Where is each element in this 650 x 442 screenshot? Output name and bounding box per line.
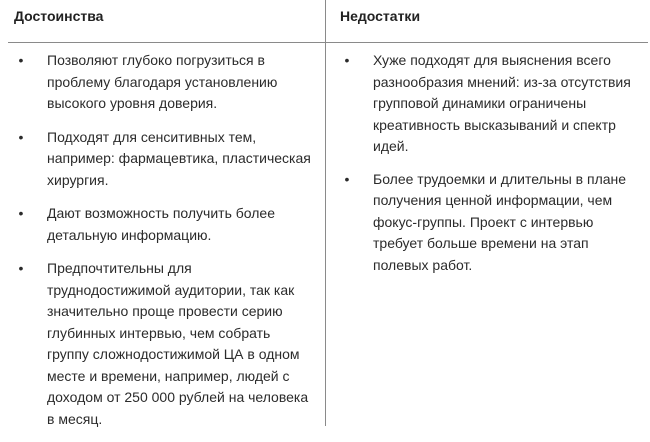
cons-item-text: Более трудоемки и длительны в плане получения ценной информации, чем фокус-группы. Проект с интервью требует больше времени на этап полевых работ. <box>373 170 627 273</box>
header-divider <box>8 42 648 43</box>
pros-item-text: Предпочтительны для труднодостижимой аудитории, так как значительно проще провести серию глубинных интервью, чем собрать группу сложнодостижимой ЦА в одном месте и времени, например, людей с доходом от 250 000 рублей на человека в месяц. <box>47 260 309 427</box>
pros-item-text: Подходят для сенситивных тем, например: фармацевтика, пластическая хирургия. <box>47 128 311 188</box>
pros-item <box>14 50 314 115</box>
bullet-icon: • <box>18 52 24 68</box>
cons-header: Недостатки <box>340 8 421 24</box>
bullet-icon: • <box>344 170 350 187</box>
column-divider <box>325 0 326 426</box>
bullet-icon: • <box>18 128 24 145</box>
cons-list <box>340 50 640 287</box>
cons-item <box>340 50 640 158</box>
pros-item-text: Дают возможность получить более детальную информацию. <box>47 205 275 243</box>
pros-item <box>14 203 314 246</box>
pros-list <box>14 50 314 442</box>
pros-item-text: Позволяют глубоко погрузиться в проблему благодаря установлению высокого уровня доверия. <box>47 52 278 111</box>
pros-item <box>14 258 314 430</box>
cons-item <box>340 169 640 277</box>
bullet-icon: • <box>18 260 24 276</box>
cons-item-text: Хуже подходят для выяснения всего разнообразия мнений: из-за отсутствия групповой динамики ограничены креативность высказываний и спектр идей. <box>373 52 631 154</box>
pros-item <box>14 127 314 192</box>
bullet-icon: • <box>344 52 350 68</box>
pros-header: Достоинства <box>14 8 104 24</box>
bullet-icon: • <box>18 205 24 221</box>
